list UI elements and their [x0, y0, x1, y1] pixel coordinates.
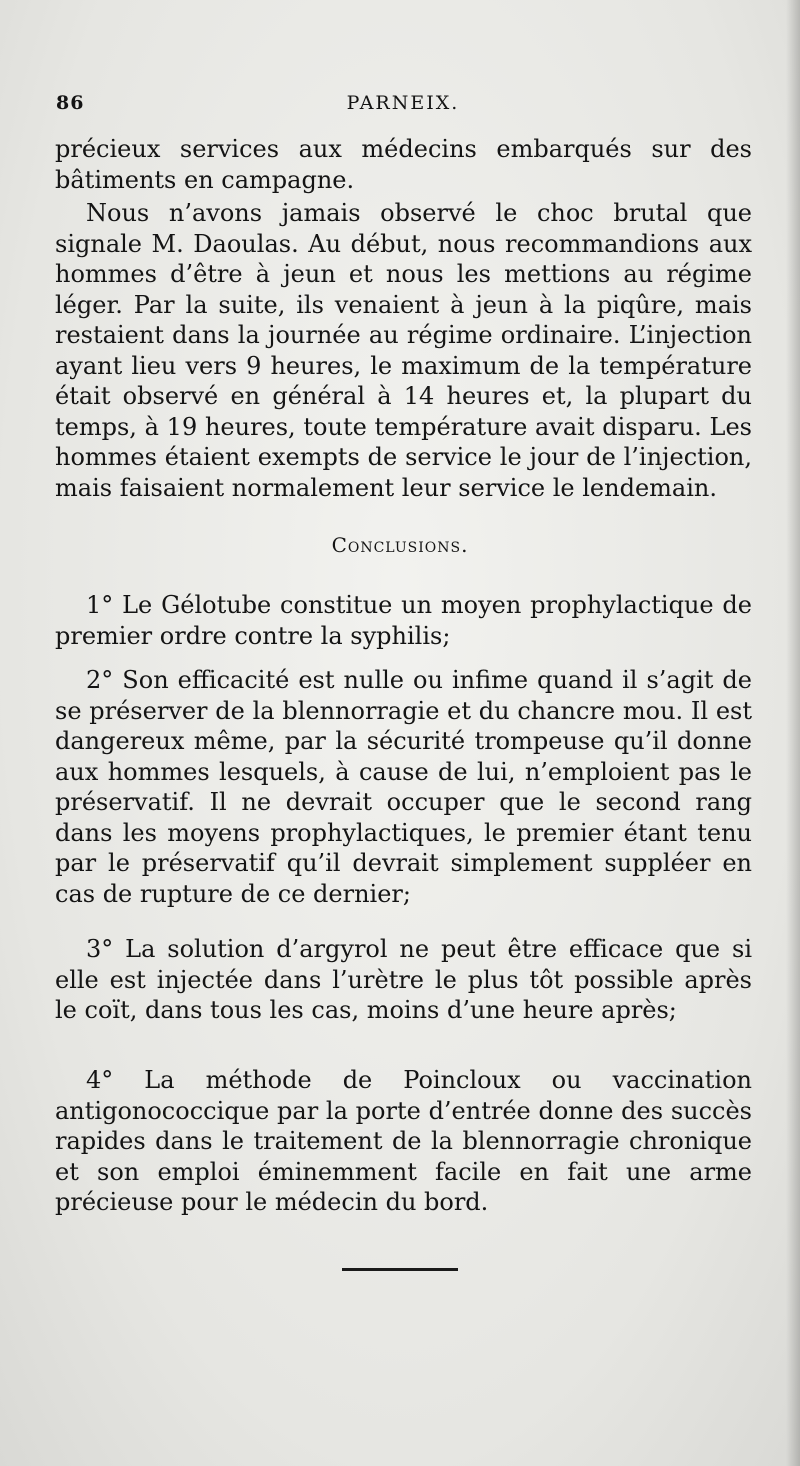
conclusion-item-1: 1° Le Gélotube constitue un moyen prophylactique de premier ordre contre la syphilis;	[55, 591, 752, 650]
page-number: 86	[56, 92, 85, 114]
end-rule	[342, 1268, 458, 1271]
conclusion-item-2: 2° Son efficacité est nulle ou infime quand il s’agit de se préserver de la blennorragie et du chancre mou. Il est dangereux même, par la sécurité trompeuse qu’il donne aux hommes lesquels, à cause de lui, n’emploient pas le préservatif. Il ne devrait occuper que le second rang dans les moyens prophylactiques, le premier étant tenu par le préservatif qu’il devrait simplement suppléer en cas de rupture de ce dernier;	[55, 666, 752, 908]
running-head	[56, 92, 750, 116]
paragraph-continuation: précieux services aux médecins embarqués sur des bâtiments en campagne.	[55, 135, 752, 194]
conclusion-item-4: 4° La méthode de Poincloux ou vaccination antigonococcique par la porte d’entrée donne des succès rapides dans le traitement de la blennorragie chronique et son emploi éminemment facile en fait une arme précieuse pour le médecin du bord.	[55, 1066, 752, 1216]
section-heading-conclusions: Conclusions.	[331, 533, 469, 557]
conclusion-item-3: 3° La solution d’argyrol ne peut être efficace que si elle est injectée dans l’urètre le plus tôt possible après le coït, dans tous les cas, moins d’une heure après;	[55, 935, 752, 1024]
paragraph-observations: Nous n’avons jamais observé le choc brutal que signale M. Daoulas. Au début, nous recommandions aux hommes d’être à jeun et nous les mettions au régime léger. Par la suite, ils venaient à jeun à la piqûre, mais restaient dans la journée au régime ordinaire. L’injection ayant lieu vers 9 heures, le maximum de la température était observé en général à 14 heures et, la plupart du temps, à 19 heures, toute température avait disparu. Les hommes étaient exempts de service le jour de l’injection, mais faisaient normalement leur service le lendemain.	[55, 199, 752, 502]
running-title: PARNEIX.	[346, 92, 460, 114]
page-edge-shadow	[786, 0, 800, 1466]
